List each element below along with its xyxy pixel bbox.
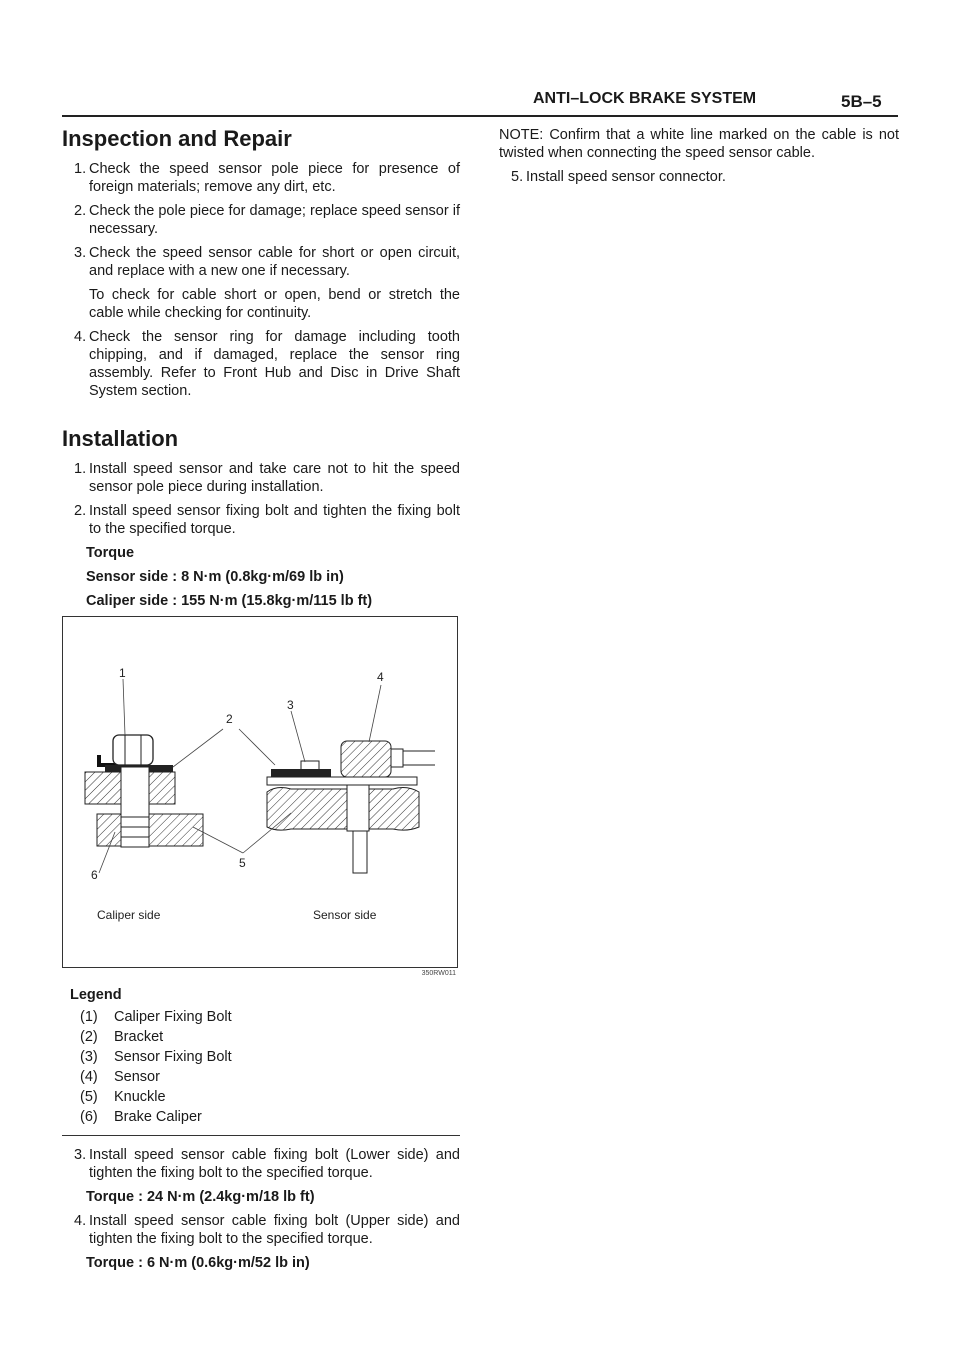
sensor-side-drawing <box>267 741 435 873</box>
install-step-2: 2. Install speed sensor fixing bolt and tighten the fixing bolt to the specified torque. <box>74 503 460 537</box>
caption-sensor-side: Sensor side <box>313 908 377 922</box>
legend-divider <box>62 1135 460 1136</box>
torque-sensor-side: Sensor side : 8 N·m (0.8kg·m/69 lb in) <box>86 569 344 585</box>
figure-drawing <box>63 617 457 967</box>
legend-item: (6) Brake Caliper <box>80 1109 202 1125</box>
inspection-heading: Inspection and Repair <box>62 126 292 151</box>
install-step-5: 5. Install speed sensor connector. <box>511 169 726 185</box>
figure-code: 350RW011 <box>421 970 456 977</box>
install-step-1: 1. Install speed sensor and take care not to hit the speed sensor pole piece during installation. <box>74 461 460 495</box>
torque-upper-side: Torque : 6 N·m (0.6kg·m/52 lb in) <box>86 1255 310 1271</box>
inspection-step-4: 4. Check the sensor ring for damage including tooth chipping, and if damaged, replace the sensor ring assembly. Refer to Front Hub and Disc in Drive Shaft System section. <box>74 329 460 399</box>
right-column <box>499 118 899 192</box>
legend-item: (3) Sensor Fixing Bolt <box>80 1049 232 1065</box>
legend-item: (4) Sensor <box>80 1069 160 1085</box>
callout-6: 6 <box>91 868 98 882</box>
legend-item: (5) Knuckle <box>80 1089 166 1105</box>
callout-1: 1 <box>119 666 126 680</box>
installation-heading: Installation <box>62 426 179 451</box>
torque-label: Torque <box>86 545 135 561</box>
callout-4: 4 <box>377 670 384 684</box>
legend-item: (1) Caliper Fixing Bolt <box>80 1009 232 1025</box>
cable-note: NOTE: Confirm that a white line marked on the cable is not twisted when connecting the speed sensor cable. <box>499 127 899 161</box>
legend-title: Legend <box>70 987 122 1003</box>
install-step-3: 3. Install speed sensor cable fixing bolt (Lower side) and tighten the fixing bolt to the specified torque. <box>74 1147 460 1181</box>
page-number: 5B–5 <box>841 92 882 111</box>
callout-2: 2 <box>226 712 233 726</box>
legend-item: (2) Bracket <box>80 1029 164 1045</box>
inspection-step-2: 2. Check the pole piece for damage; replace speed sensor if necessary. <box>74 203 460 237</box>
inspection-step-1: 1. Check the speed sensor pole piece for presence of foreign materials; remove any dirt, etc. <box>74 161 460 195</box>
install-step-4: 4. Install speed sensor cable fixing bolt (Upper side) and tighten the fixing bolt to the specified torque. <box>74 1213 460 1247</box>
callout-5: 5 <box>239 856 246 870</box>
left-column <box>62 118 460 1278</box>
header-rule <box>62 115 898 117</box>
sensor-installation-figure <box>62 616 458 968</box>
caliper-side-drawing <box>85 735 203 847</box>
inspection-step-3-note: To check for cable short or open, bend or stretch the cable while checking for continuity. <box>89 287 460 321</box>
torque-caliper-side: Caliper side : 155 N·m (15.8kg·m/115 lb ft) <box>86 593 373 609</box>
caption-caliper-side: Caliper side <box>97 908 161 922</box>
torque-lower-side: Torque : 24 N·m (2.4kg·m/18 lb ft) <box>86 1189 315 1205</box>
callout-3: 3 <box>287 698 294 712</box>
header-title: ANTI–LOCK BRAKE SYSTEM <box>533 90 757 107</box>
inspection-step-3: 3. Check the speed sensor cable for short or open circuit, and replace with a new one if necessary. <box>74 245 460 279</box>
